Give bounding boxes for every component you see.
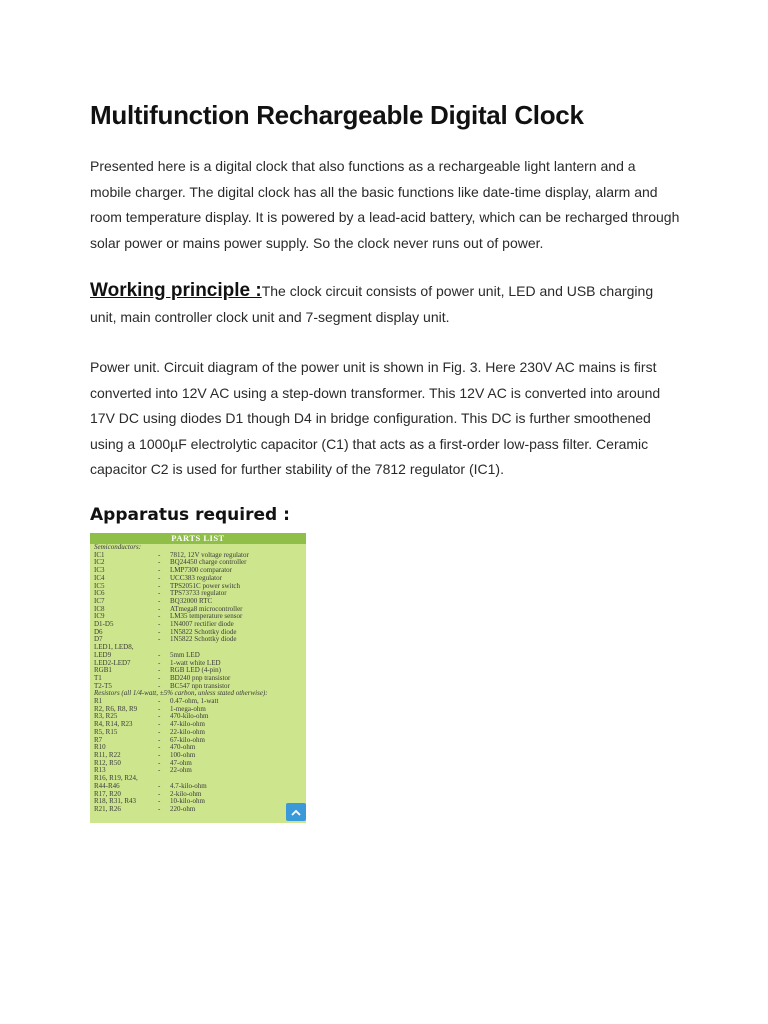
part-ref: LED2-LED7 [94,659,131,667]
part-ref: LED1, LED8, [94,644,134,652]
part-ref: R17, R20 [94,790,121,798]
part-ref: R16, R19, R24, [94,775,138,783]
part-desc: 0.47-ohm, 1-watt [170,698,219,706]
parts-list-row [90,567,306,575]
part-dash: - [158,697,161,706]
part-dash: - [158,673,161,682]
part-ref: T1 [94,674,102,682]
parts-list-row [90,583,306,591]
parts-list-row [90,752,306,760]
part-desc: BC547 npn transistor [170,682,230,690]
part-ref: R7 [94,736,103,744]
parts-list-image [90,533,306,823]
part-desc: 1-watt white LED [170,659,221,667]
part-ref: IC3 [94,567,105,575]
part-dash: - [158,681,161,690]
parts-list-row [90,737,306,745]
parts-list-row [90,559,306,567]
part-desc: 67-kilo-ohm [170,736,205,744]
part-dash: - [158,720,161,729]
page-title: Multifunction Rechargeable Digital Clock [90,100,584,130]
part-ref: D1-D5 [94,621,114,629]
part-ref: R3, R25 [94,713,118,721]
part-desc: 47-kilo-ohm [170,721,205,729]
part-dash: - [158,604,161,613]
part-ref: R4, R14, R23 [94,721,133,729]
part-ref: R21, R26 [94,805,121,813]
part-dash: - [158,658,161,667]
parts-list-row [90,698,306,706]
parts-list-header: PARTS LIST [90,533,306,544]
parts-list-row [90,644,306,652]
working-principle-body: The clock circuit consists of power unit, LED and USB charging unit, main controller clock unit and 7-segment display unit. [90,283,654,325]
part-dash: - [158,573,161,582]
part-desc: 1N5822 Schottky diode [170,628,237,636]
part-ref: R5, R15 [94,728,118,736]
part-dash: - [158,558,161,567]
part-ref: R12, R50 [94,759,121,767]
parts-list-row [90,729,306,737]
parts-list-row [90,775,306,783]
part-dash: - [158,712,161,721]
part-desc: 100-ohm [170,751,196,759]
part-dash: - [158,789,161,798]
part-dash: - [158,804,161,813]
part-desc: 1-mega-ohm [170,705,206,713]
part-dash: - [158,635,161,644]
parts-list-row [90,791,306,799]
working-principle-paragraph [90,278,680,330]
parts-list-row [90,783,306,791]
part-dash: - [158,596,161,605]
part-ref: IC4 [94,574,105,582]
parts-list-row [90,613,306,621]
part-desc [170,644,306,652]
parts-list-row [90,652,306,660]
parts-list-row [90,798,306,806]
part-ref: R11, R22 [94,751,121,759]
parts-list-row [90,675,306,683]
part-dash: - [158,766,161,775]
parts-list-row [90,598,306,606]
power-unit-paragraph: Power unit. Circuit diagram of the power unit is shown in Fig. 3. Here 230V AC mains is first converted into 12V AC using a step-down transformer. This 12V AC is converted into around 17V DC using diodes D1 though D4 in bridge configuration. This DC is further smoothened using a 1000µF electrolytic capacitor (C1) that acts as a first-order low-pass filter. Ceramic capacitor C2 is used for further stability of the 7812 regulator (IC1). [90,359,661,477]
parts-list-row [90,660,306,668]
part-desc: TPS73733 regulator [170,590,227,598]
parts-list-row [90,621,306,629]
part-desc: RGB LED (4-pin) [170,667,221,675]
part-desc: 10-kilo-ohm [170,798,205,806]
part-ref: IC1 [94,551,105,559]
part-desc [170,775,306,783]
part-ref: IC5 [94,582,105,590]
parts-list-row [90,760,306,768]
parts-list-row [90,767,306,775]
part-desc: 1N5822 Schottky diode [170,636,237,644]
part-dash: - [158,758,161,767]
parts-list-row [90,590,306,598]
part-ref: IC7 [94,597,105,605]
part-dash: - [158,735,161,744]
part-ref: R13 [94,767,106,775]
part-desc: LMP7300 comparator [170,567,233,575]
part-dash: - [158,743,161,752]
part-dash: - [158,612,161,621]
part-dash: - [158,627,161,636]
part-desc: LM35 temperature sensor [170,613,243,621]
part-dash: - [158,781,161,790]
part-dash: - [158,589,161,598]
semiconductors-list [90,552,306,691]
part-ref: R10 [94,744,106,752]
parts-list-row [90,744,306,752]
part-desc: 1N4007 rectifier diode [170,621,234,629]
part-ref: LED9 [94,651,112,659]
part-dash: - [158,750,161,759]
resistors-list [90,698,306,814]
parts-list-row [90,629,306,637]
part-desc: BQ24450 charge controller [170,559,247,567]
part-desc: 470-ohm [170,744,196,752]
resistors-label: Resistors (all 1/4-watt, ±5% carbon, unless stated otherwise): [94,689,268,698]
parts-list-row [90,721,306,729]
part-dash: - [158,797,161,806]
chevron-up-icon [291,809,301,816]
part-ref: D6 [94,628,103,636]
parts-list-row [90,806,306,814]
part-desc: BD240 pnp transistor [170,674,231,682]
scroll-to-top-button[interactable] [286,803,306,821]
part-dash: - [158,727,161,736]
parts-list-row [90,606,306,614]
part-desc: 47-ohm [170,759,192,767]
part-desc: UCC383 regulator [170,574,222,582]
part-desc: 7812, 12V voltage regulator [170,551,249,559]
part-desc: 22-ohm [170,767,192,775]
part-dash: - [158,550,161,559]
part-desc: ATmega8 microcontroller [170,605,243,613]
semiconductors-label: Semiconductors: [94,543,142,551]
part-dash: - [158,666,161,675]
working-principle-heading: Working principle : [90,280,262,301]
part-ref: R44-R46 [94,782,120,790]
apparatus-heading: Apparatus required : [90,505,290,525]
part-desc: 5mm LED [170,651,200,659]
parts-list-row [90,552,306,560]
part-dash: - [158,704,161,713]
part-ref: IC6 [94,590,105,598]
parts-list-row [90,667,306,675]
part-ref: IC2 [94,559,105,567]
part-desc: 470-kilo-ohm [170,713,209,721]
part-ref: D7 [94,636,103,644]
part-desc: 22-kilo-ohm [170,728,205,736]
part-ref: R1 [94,698,103,706]
part-dash: - [158,566,161,575]
parts-list-row [90,636,306,644]
part-ref: IC8 [94,605,105,613]
part-desc: 220-ohm [170,805,196,813]
part-dash: - [158,650,161,659]
parts-list-row [90,706,306,714]
parts-list-row [90,713,306,721]
part-ref: T2-T5 [94,682,112,690]
intro-paragraph: Presented here is a digital clock that also functions as a rechargeable light lantern and a mobile charger. The digital clock has all the basic functions like date-time display, alarm and room temperature display. It is powered by a lead-acid battery, which can be recharged through solar power or mains power supply. So the clock never runs out of power. [90,158,680,251]
part-ref: RGB1 [94,667,112,675]
part-desc: BQ32000 RTC [170,597,213,605]
part-desc: 4.7-kilo-ohm [170,782,207,790]
part-desc: 2-kilo-ohm [170,790,202,798]
parts-list-row [90,575,306,583]
part-dash: - [158,620,161,629]
part-ref: R2, R6, R8, R9 [94,705,138,713]
part-ref: IC9 [94,613,105,621]
part-ref: R18, R31, R43 [94,798,137,806]
part-desc: TPS2051C power switch [170,582,240,590]
part-dash: - [158,581,161,590]
